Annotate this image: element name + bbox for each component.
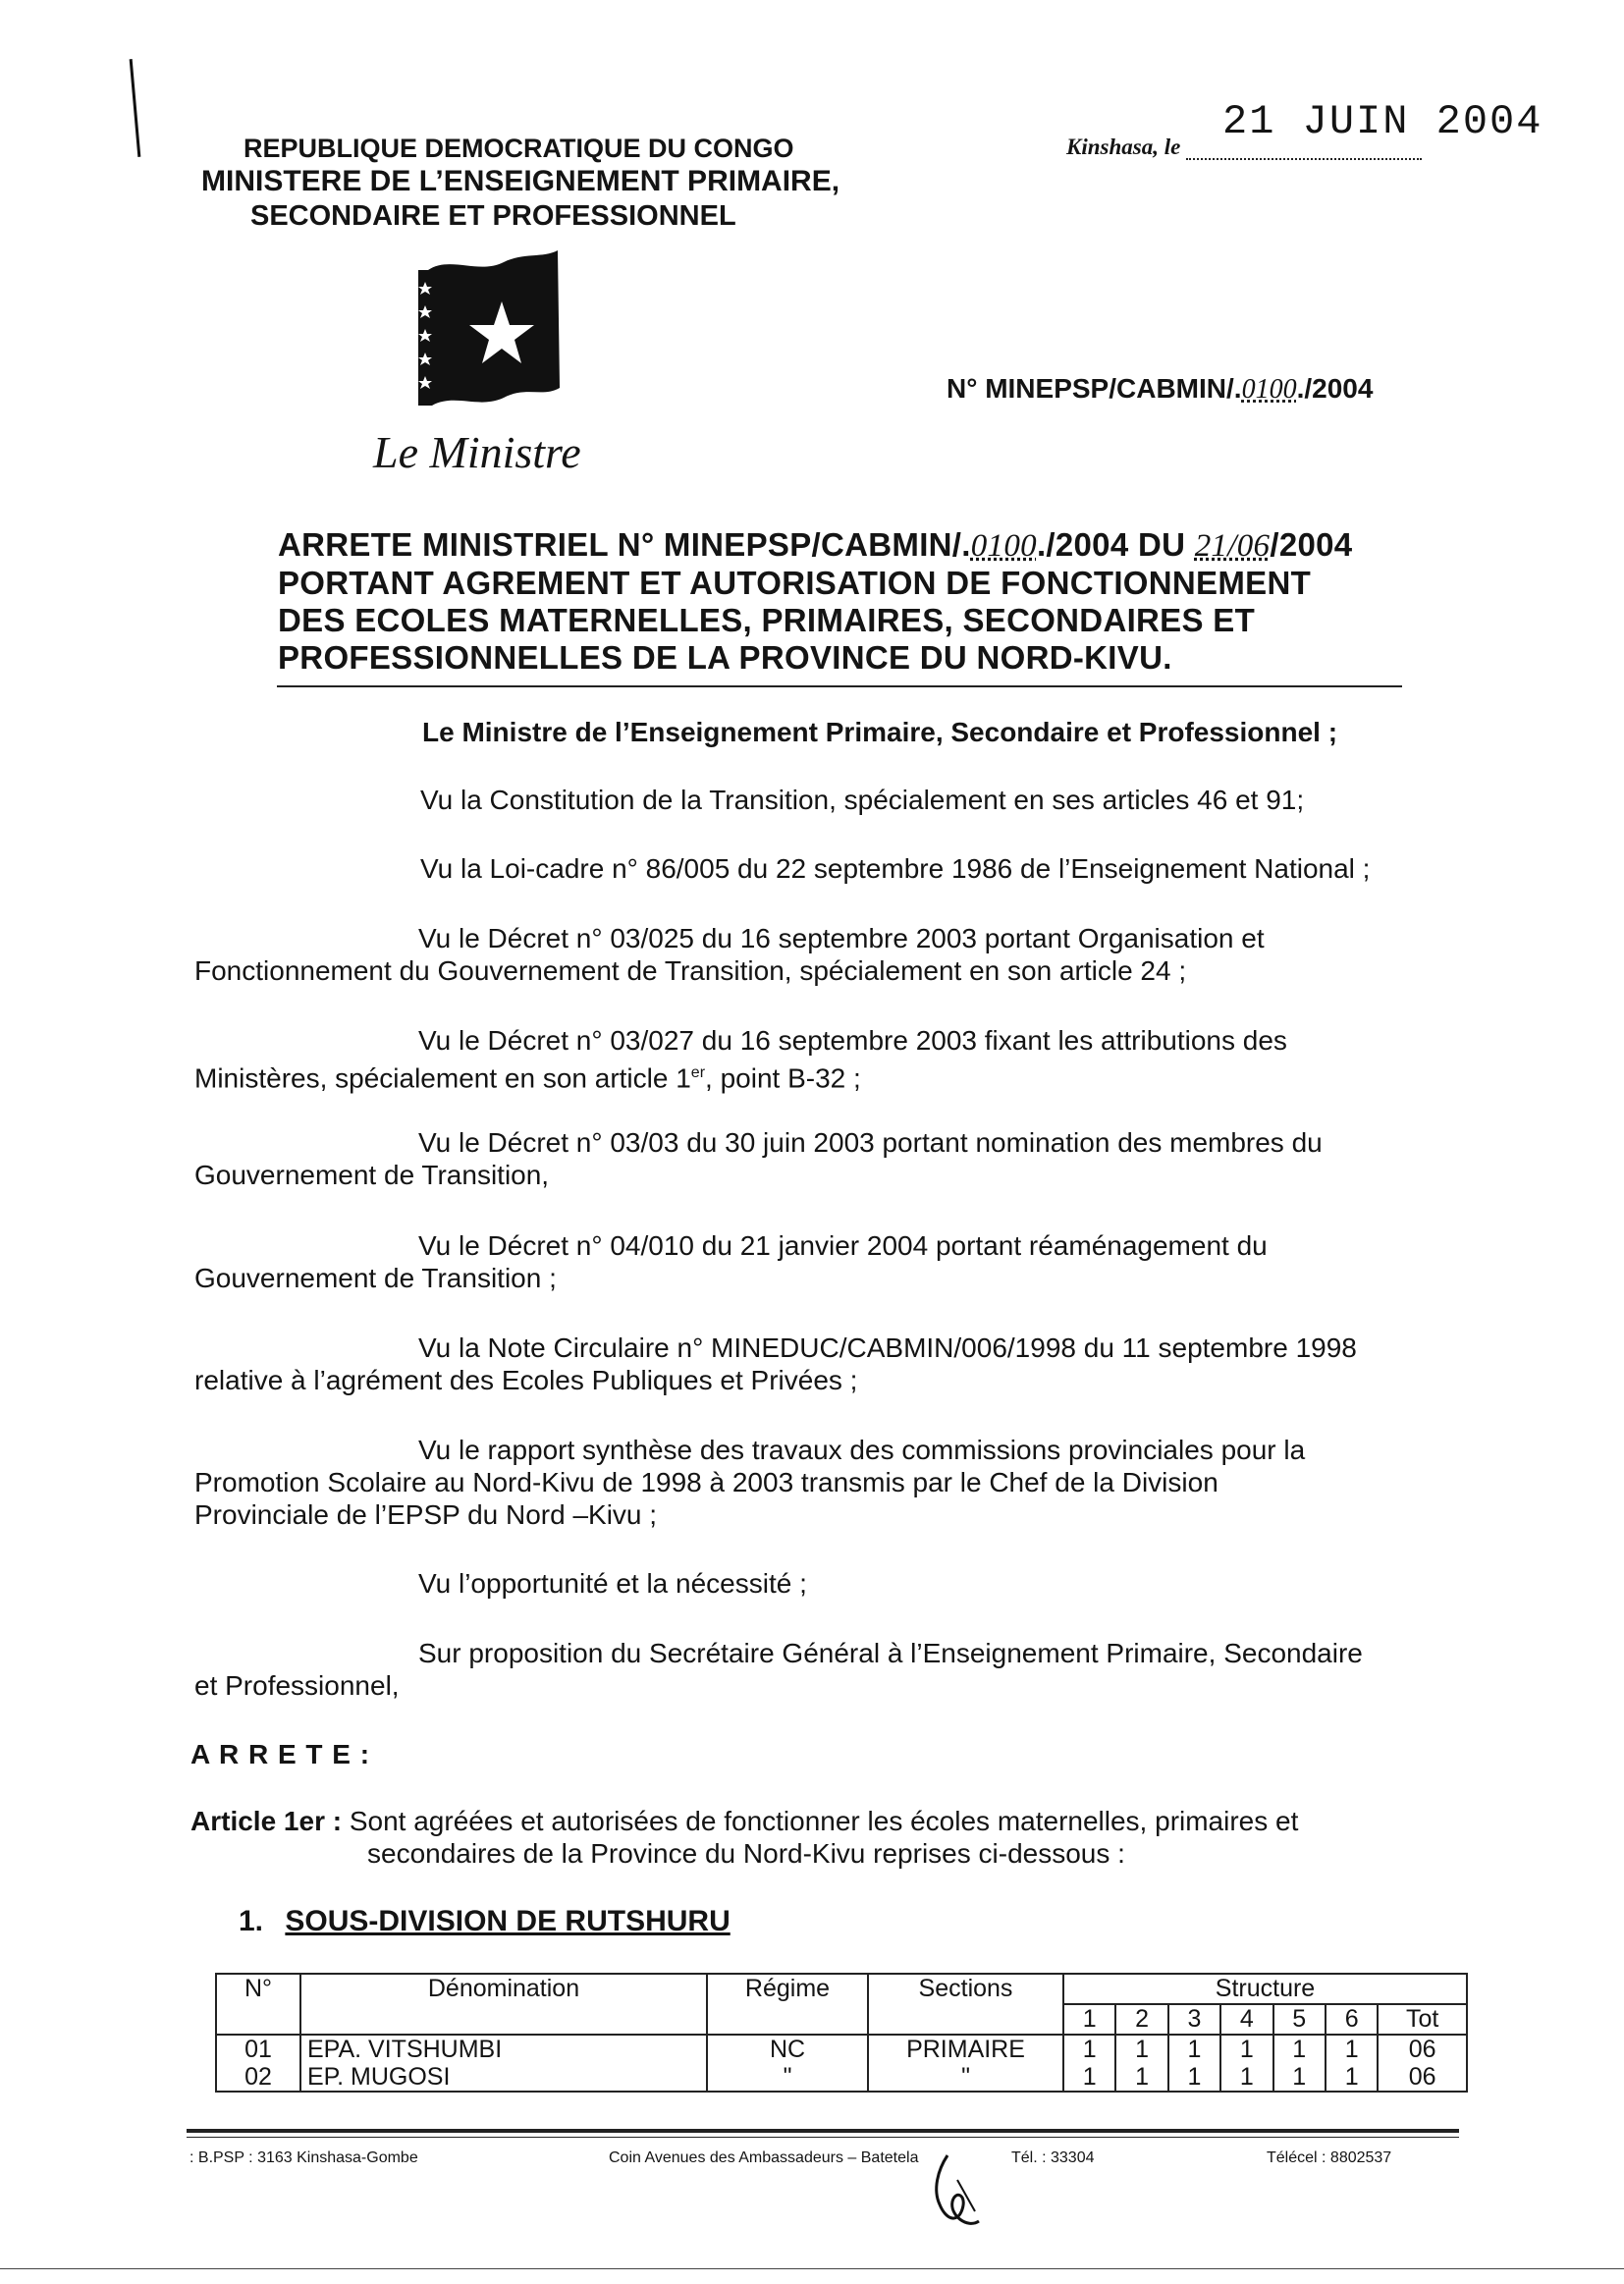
cell-sections: " [868, 2063, 1063, 2092]
minister-heading: Le Ministre de l’Enseignement Primaire, Secondaire et Professionnel ; [422, 717, 1338, 747]
ministry-line-1: MINISTERE DE L’ENSEIGNEMENT PRIMAIRE, [201, 165, 840, 197]
recital-decret-03-03-a: Vu le Décret n° 03/03 du 30 juin 2003 portant nomination des membres du [418, 1127, 1323, 1158]
col-structure-5: 5 [1273, 2004, 1326, 2035]
recital-decret-027 [194, 1024, 1287, 1094]
decree-title [278, 526, 1352, 677]
cell-number: 02 [216, 2063, 300, 2092]
recital-decret-027-b: Ministères, spécialement en son article 1 [194, 1062, 691, 1094]
cell-regime: NC [707, 2035, 868, 2063]
recital-decret-010-b: Gouvernement de Transition ; [194, 1263, 557, 1293]
col-header-sections: Sections [868, 1974, 1063, 2035]
article-1-label: Article 1er : [190, 1806, 343, 1836]
col-header-denomination: Dénomination [300, 1974, 707, 2035]
section-heading [239, 1905, 731, 1938]
recital-decret-025-b: Fonctionnement du Gouvernement de Transition, spécialement en son article 24 ; [194, 955, 1187, 986]
title-line-1 [278, 526, 1352, 565]
cell-sections: PRIMAIRE [868, 2035, 1063, 2063]
recital-note-circulaire [194, 1332, 1357, 1396]
col-structure-4: 4 [1220, 2004, 1272, 2035]
recital-loi-cadre: Vu la Loi-cadre n° 86/005 du 22 septembre 1986 de l’Enseignement National ; [420, 853, 1371, 884]
recital-rapport [194, 1434, 1305, 1531]
title-line-1-c: /2004 [1270, 526, 1353, 563]
recital-note-circulaire-a: Vu la Note Circulaire n° MINEDUC/CABMIN/006/1998 du 11 septembre 1998 [418, 1332, 1357, 1363]
recital-opportunite: Vu l’opportunité et la nécessité ; [418, 1568, 807, 1599]
cell-structure-6: 1 [1326, 2063, 1378, 2092]
title-hand-number: 0100 [970, 528, 1037, 564]
col-header-structure: Structure [1063, 1974, 1467, 2004]
country-name: REPUBLIQUE DEMOCRATIQUE DU CONGO [244, 134, 794, 163]
footer-bp: : B.PSP : 3163 Kinshasa-Gombe [189, 2149, 418, 2166]
title-line-1-b: ./2004 DU [1036, 526, 1195, 563]
signature-mark [918, 2150, 997, 2239]
scan-margin-mark [130, 59, 141, 157]
reference-number [947, 373, 1373, 406]
col-header-number: N° [216, 1974, 300, 2035]
title-hand-date: 21/06 [1194, 528, 1271, 564]
recital-decret-03-03 [194, 1126, 1323, 1191]
reference-year: ./2004 [1296, 373, 1374, 404]
cell-regime: " [707, 2063, 868, 2092]
cell-structure-tot: 06 [1378, 2063, 1467, 2092]
cell-structure-4: 1 [1220, 2063, 1272, 2092]
page-bottom-rule [0, 2268, 1624, 2269]
title-line-2: PORTANT AGREMENT ET AUTORISATION DE FONCTIONNEMENT [278, 565, 1312, 601]
recital-decret-027-c: , point B-32 ; [705, 1062, 861, 1094]
cell-structure-3: 1 [1168, 2063, 1220, 2092]
col-structure-2: 2 [1115, 2004, 1167, 2035]
title-rule [277, 685, 1402, 687]
recital-decret-025 [194, 922, 1265, 987]
ministry-line-2: SECONDAIRE ET PROFESSIONNEL [250, 200, 736, 232]
table-row [216, 2035, 1467, 2063]
col-structure-1: 1 [1063, 2004, 1115, 2035]
recital-decret-025-a: Vu le Décret n° 03/025 du 16 septembre 2003 portant Organisation et [418, 923, 1265, 953]
recital-decret-027-a: Vu le Décret n° 03/027 du 16 septembre 2003 fixant les attributions des [418, 1025, 1287, 1056]
cell-structure-3: 1 [1168, 2035, 1220, 2063]
footer-telecel: Télécel : 8802537 [1267, 2149, 1392, 2166]
section-number: 1. [239, 1905, 264, 1937]
article-1-line-2: secondaires de la Province du Nord-Kivu reprises ci-dessous : [367, 1838, 1125, 1869]
cell-structure-4: 1 [1220, 2035, 1272, 2063]
cell-structure-2: 1 [1115, 2035, 1167, 2063]
flag-emblem [410, 241, 568, 417]
date-line [1066, 135, 1422, 160]
col-structure-tot: Tot [1378, 2004, 1467, 2035]
stamped-date: 21 JUIN 2004 [1222, 98, 1543, 145]
arrete-label: A R R E T E : [190, 1739, 371, 1769]
recital-proposition-b: et Professionnel, [194, 1670, 400, 1701]
recital-decret-010-a: Vu le Décret n° 04/010 du 21 janvier 2004 portant réaménagement du [418, 1230, 1268, 1261]
schools-table [215, 1973, 1468, 2093]
table-header-row [216, 1974, 1467, 2004]
col-structure-6: 6 [1326, 2004, 1378, 2035]
col-structure-3: 3 [1168, 2004, 1220, 2035]
recital-decret-03-03-b: Gouvernement de Transition, [194, 1160, 550, 1190]
footer-tel: Tél. : 33304 [1011, 2149, 1095, 2166]
article-1 [190, 1805, 1298, 1870]
title-line-3: DES ECOLES MATERNELLES, PRIMAIRES, SECONDAIRES ET [278, 602, 1256, 638]
recital-proposition-a: Sur proposition du Secrétaire Général à l’Enseignement Primaire, Secondaire [418, 1638, 1363, 1668]
cell-number: 01 [216, 2035, 300, 2063]
title-line-1-a: ARRETE MINISTRIEL N° MINEPSP/CABMIN/. [278, 526, 971, 563]
cell-structure-5: 1 [1273, 2035, 1326, 2063]
recital-superscript: er [690, 1064, 706, 1081]
cell-structure-1: 1 [1063, 2063, 1115, 2092]
cell-structure-2: 1 [1115, 2063, 1167, 2092]
reference-prefix: N° MINEPSP/CABMIN/. [947, 373, 1242, 404]
recital-constitution: Vu la Constitution de la Transition, spécialement en ses articles 46 et 91; [420, 785, 1305, 815]
cell-structure-tot: 06 [1378, 2035, 1467, 2063]
recital-rapport-a: Vu le rapport synthèse des travaux des commissions provinciales pour la [418, 1435, 1306, 1465]
col-header-regime: Régime [707, 1974, 868, 2035]
footer-rule-thin [187, 2137, 1459, 2138]
cell-structure-1: 1 [1063, 2035, 1115, 2063]
recital-decret-010 [194, 1229, 1268, 1294]
cell-denomination: EPA. VITSHUMBI [300, 2035, 707, 2063]
date-dotted-line [1186, 138, 1422, 160]
cell-denomination: EP. MUGOSI [300, 2063, 707, 2092]
article-1-line-1: Sont agréées et autorisées de fonctionner les écoles maternelles, primaires et [349, 1806, 1299, 1836]
cell-structure-6: 1 [1326, 2035, 1378, 2063]
recital-rapport-b: Promotion Scolaire au Nord-Kivu de 1998 à 2003 transmis par le Chef de la Division [194, 1467, 1218, 1497]
section-title: SOUS-DIVISION DE RUTSHURU [285, 1905, 731, 1937]
cell-structure-5: 1 [1273, 2063, 1326, 2092]
recital-proposition [194, 1637, 1363, 1702]
table-row [216, 2063, 1467, 2092]
reference-handwritten: 0100 [1241, 374, 1297, 405]
footer-rule-thick [187, 2129, 1459, 2133]
recital-rapport-c: Provinciale de l’EPSP du Nord –Kivu ; [194, 1499, 658, 1530]
signatory-title: Le Ministre [373, 427, 581, 477]
place-label: Kinshasa, le [1066, 135, 1181, 159]
recital-note-circulaire-b: relative à l’agrément des Ecoles Publiques et Privées ; [194, 1365, 858, 1395]
title-line-4: PROFESSIONNELLES DE LA PROVINCE DU NORD-KIVU. [278, 639, 1172, 676]
footer-address: Coin Avenues des Ambassadeurs – Batetela [609, 2149, 919, 2166]
